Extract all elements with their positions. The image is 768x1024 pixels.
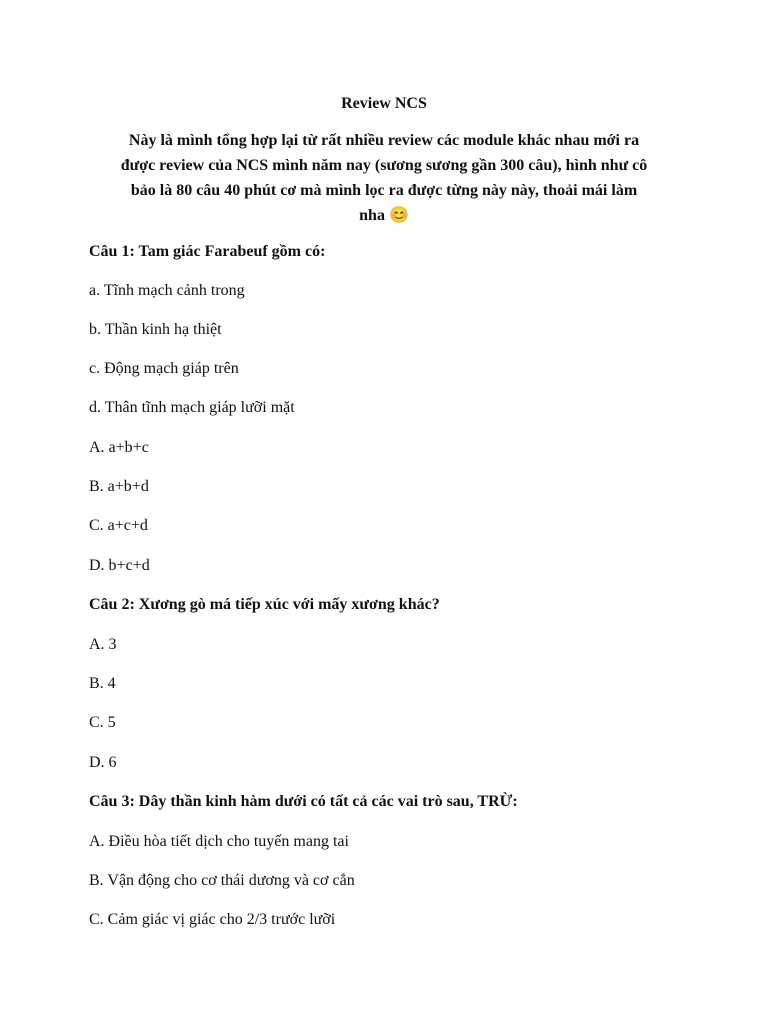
q2-option-b: B. 4 bbox=[89, 675, 116, 692]
q2-option-d: D. 6 bbox=[89, 754, 117, 771]
question-1: Câu 1: Tam giác Farabeuf gồm có: bbox=[89, 243, 326, 260]
q3-option-c: C. Cảm giác vị giác cho 2/3 trước lưỡi bbox=[89, 911, 336, 928]
q1-item-c: c. Động mạch giáp trên bbox=[89, 360, 239, 377]
q1-option-b: B. a+b+d bbox=[89, 478, 149, 495]
document-title: Review NCS bbox=[341, 95, 427, 112]
q3-option-a: A. Điều hòa tiết dịch cho tuyến mang tai bbox=[89, 833, 349, 850]
q1-item-a: a. Tĩnh mạch cảnh trong bbox=[89, 282, 245, 299]
q1-item-d: d. Thân tĩnh mạch giáp lưỡi mặt bbox=[89, 399, 295, 416]
q3-option-b: B. Vận động cho cơ thái dương và cơ cắn bbox=[89, 872, 355, 889]
q1-option-c: C. a+c+d bbox=[89, 517, 148, 534]
q2-option-a: A. 3 bbox=[89, 636, 117, 653]
q1-item-b: b. Thần kinh hạ thiệt bbox=[89, 321, 222, 338]
q1-option-d: D. b+c+d bbox=[89, 557, 150, 574]
intro-paragraph: Này là mình tổng hợp lại từ rất nhiều review các module khác nhau mới ra được review của NCS mình năm nay (sương sương gần 300 câu), hình như cô bảo là 80 câu 40 phút cơ mà mình lọc ra được từng này này, thoải mái làm nha 😊 bbox=[120, 132, 648, 224]
question-2: Câu 2: Xương gò má tiếp xúc với mấy xương khác? bbox=[89, 596, 440, 613]
q1-option-a: A. a+b+c bbox=[89, 439, 149, 456]
q2-option-c: C. 5 bbox=[89, 714, 116, 731]
question-3: Câu 3: Dây thần kinh hàm dưới có tất cả các vai trò sau, TRỪ: bbox=[89, 793, 518, 810]
